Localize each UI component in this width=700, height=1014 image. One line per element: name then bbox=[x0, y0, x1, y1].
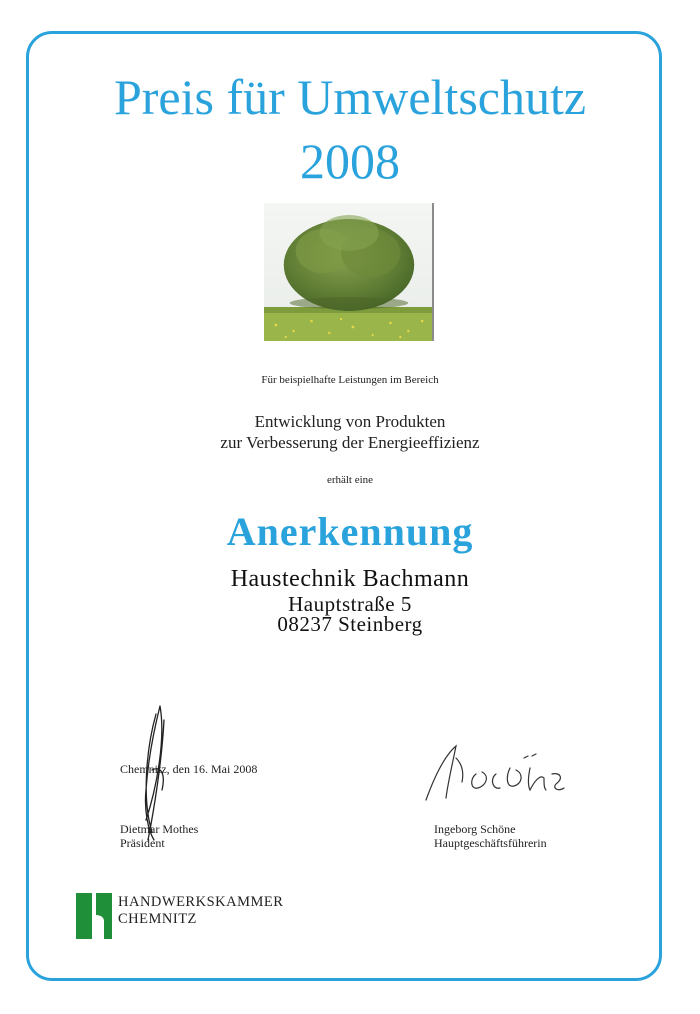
signatory-right-role: Hauptgeschäftsführerin bbox=[434, 836, 547, 850]
certificate-year: 2008 bbox=[300, 133, 400, 189]
signature-right bbox=[420, 738, 570, 808]
handwerkskammer-logo-icon bbox=[76, 893, 112, 939]
organization-line-1: HANDWERKSKAMMER bbox=[118, 894, 284, 910]
certificate-title: Preis für Umweltschutz bbox=[113, 69, 587, 125]
signatory-right-name: Ingeborg Schöne bbox=[434, 822, 516, 836]
signatory-left-role: Präsident bbox=[120, 836, 165, 850]
category-line-1: Entwicklung von Produkten bbox=[254, 412, 446, 431]
recipient-street: Hauptstraße 5 bbox=[288, 592, 412, 616]
category-line-2: zur Verbesserung der Energieeffizienz bbox=[220, 433, 480, 452]
award-title: Anerkennung bbox=[226, 509, 474, 554]
organization-name bbox=[118, 894, 283, 928]
tree-photo bbox=[264, 203, 434, 341]
recipient-city: 08237 Steinberg bbox=[277, 612, 423, 636]
intro-text: Für beispielhafte Leistungen im Bereich bbox=[261, 374, 439, 386]
receives-text: erhält eine bbox=[326, 474, 374, 486]
place-date: Chemnitz, den 16. Mai 2008 bbox=[120, 762, 258, 776]
organization-line-2: CHEMNITZ bbox=[118, 911, 197, 927]
recipient-name: Haustechnik Bachmann bbox=[230, 566, 470, 592]
signatory-left-name: Dietmar Mothes bbox=[120, 822, 199, 836]
